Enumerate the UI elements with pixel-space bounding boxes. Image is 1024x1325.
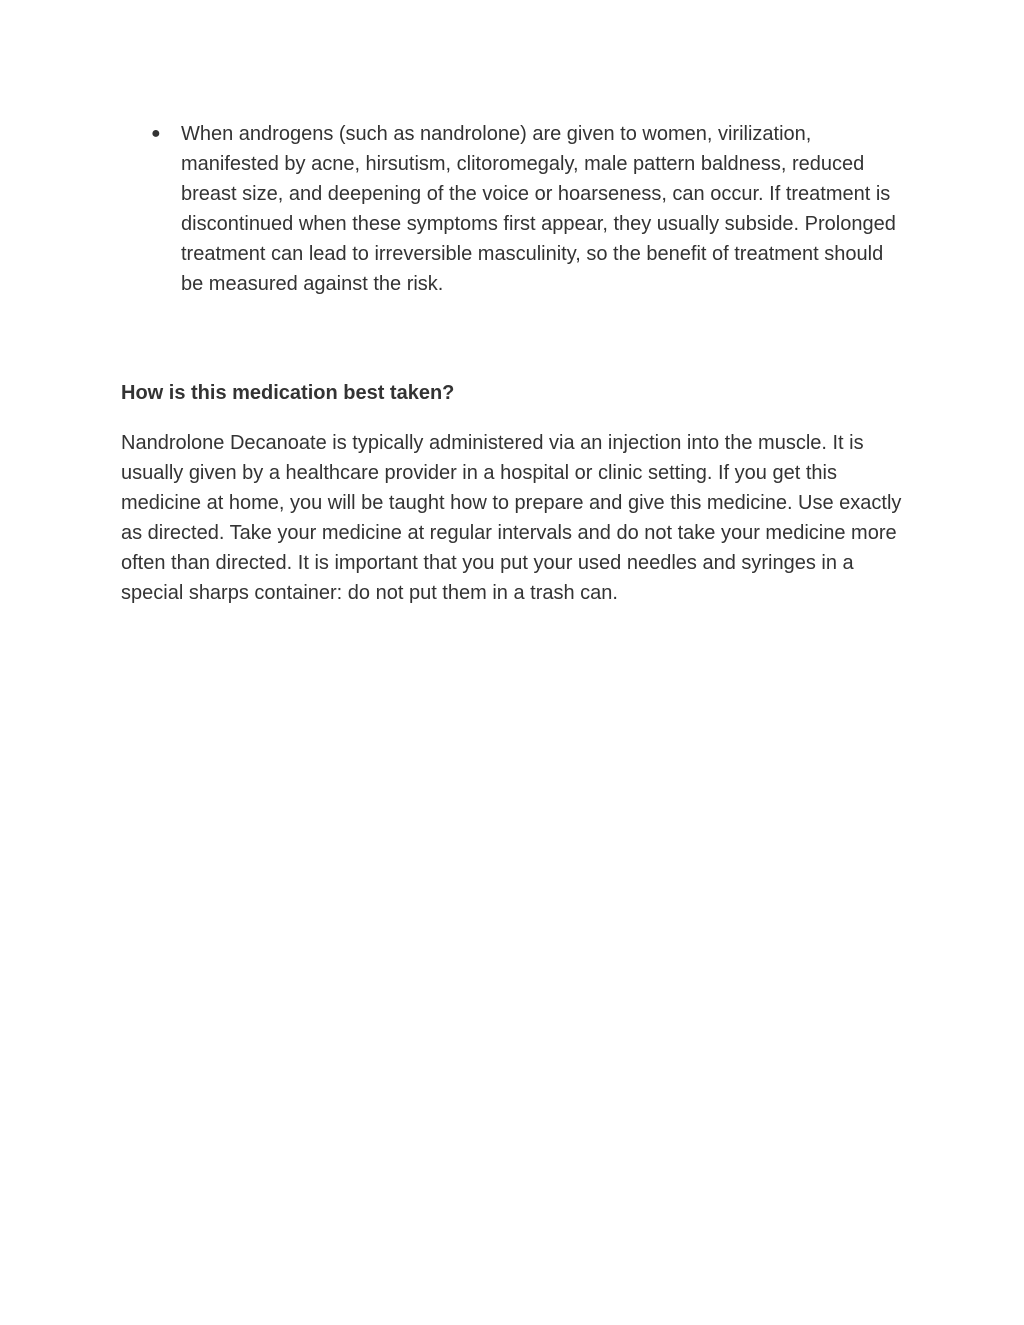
- bullet-text: When androgens (such as nandrolone) are given to women, virilization, manifested by acne, hirsutism, clitoromegaly, male pattern baldness, reduced breast size, and deepening of the voice or hoarseness, can occur. If treatment is discontinued when these symptoms first appear, they usually subside. Prolonged treatment can lead to irreversible masculinity, so the benefit of treatment should be measured against the risk.: [181, 123, 896, 295]
- section-body: Nandrolone Decanoate is typically administered via an injection into the muscle. It is usually given by a healthcare provider in a hospital or clinic setting. If you get this medicine at home, you will be taught how to prepare and give this medicine. Use exactly as directed. Take your medicine at regular intervals and do not take your medicine more often than directed. It is important that you put your used needles and syringes in a special sharps container: do not put them in a trash can.: [121, 432, 902, 604]
- bullet-marker-icon: ●: [151, 125, 161, 142]
- section-heading: How is this medication best taken?: [121, 382, 455, 404]
